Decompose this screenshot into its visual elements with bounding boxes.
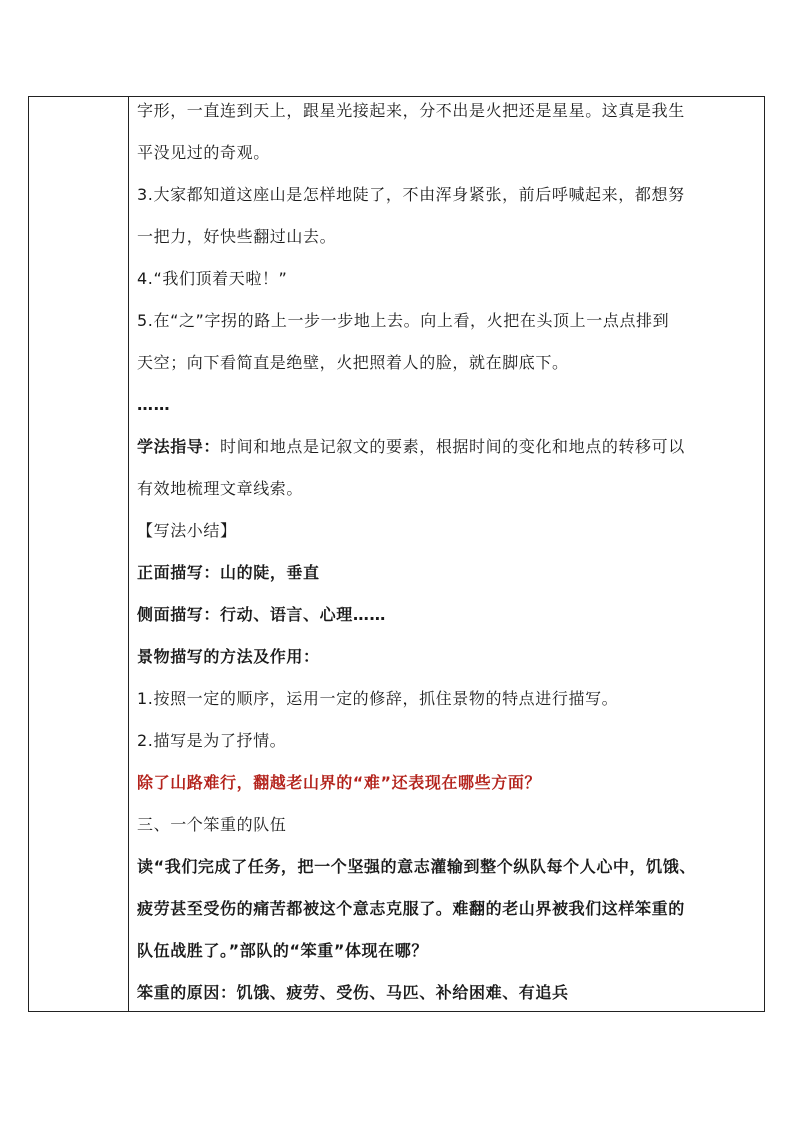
text-line: 2.描写是为了抒情。 (137, 731, 287, 750)
section-heading: 三、一个笨重的队伍 (137, 815, 287, 834)
ellipsis-line: …… (137, 395, 171, 414)
text-line (137, 605, 757, 625)
text-line: 5.在“之”字拐的路上一步一步地上去。向上看，火把在头顶上一点点排到 (137, 311, 670, 330)
text-line: 队伍战胜了。”部队的“笨重”体现在哪？ (137, 941, 428, 960)
text-line: 景物描写的方法及作用： (137, 647, 320, 666)
text-line: 3.大家都知道这座山是怎样地陡了，不由浑身紧张，前后呼喊起来，都想努 (137, 185, 685, 204)
text-line: 平没见过的奇观。 (137, 143, 270, 162)
section-heading: 【写法小结】 (137, 521, 237, 540)
text-line: 字形，一直连到天上，跟星光接起来，分不出是火把还是星星。这真是我生 (137, 101, 685, 120)
text-line: 1.按照一定的顺序，运用一定的修辞，抓住景物的特点进行描写。 (137, 689, 619, 708)
text-line: 有效地梳理文章线索。 (137, 479, 304, 498)
text-line (137, 437, 757, 457)
lesson-table (28, 96, 765, 1012)
text-line: 笨重的原因：饥饿、疲劳、受伤、马匹、补给困难、有追兵 (137, 983, 569, 1002)
left-column-cell (29, 97, 129, 1011)
text-line: 读“我们完成了任务，把一个坚强的意志灌输到整个纵队每个人心中，饥饿、 (137, 857, 696, 876)
front-description-label: 正面描写： (137, 563, 221, 582)
question-line: 除了山路难行，翻越老山界的“难”还表现在哪些方面？ (137, 773, 542, 792)
text-line: 天空；向下看简直是绝壁，火把照着人的脸，就在脚底下。 (137, 353, 569, 372)
side-description-label: 侧面描写： (137, 605, 221, 624)
text-line: 疲劳甚至受伤的痛苦都被这个意志克服了。难翻的老山界被我们这样笨重的 (137, 899, 685, 918)
front-description-text: 山的陡，垂直 (220, 563, 320, 582)
method-guide-text: 时间和地点是记叙文的要素，根据时间的变化和地点的转移可以 (220, 437, 685, 456)
text-line: 4.“我们顶着天啦！” (137, 269, 288, 288)
content-cell (137, 101, 757, 1003)
side-description-text: 行动、语言、心理…… (220, 605, 387, 624)
text-line (137, 563, 757, 583)
method-guide-label: 学法指导： (137, 437, 221, 456)
text-line: 一把力，好快些翻过山去。 (137, 227, 337, 246)
